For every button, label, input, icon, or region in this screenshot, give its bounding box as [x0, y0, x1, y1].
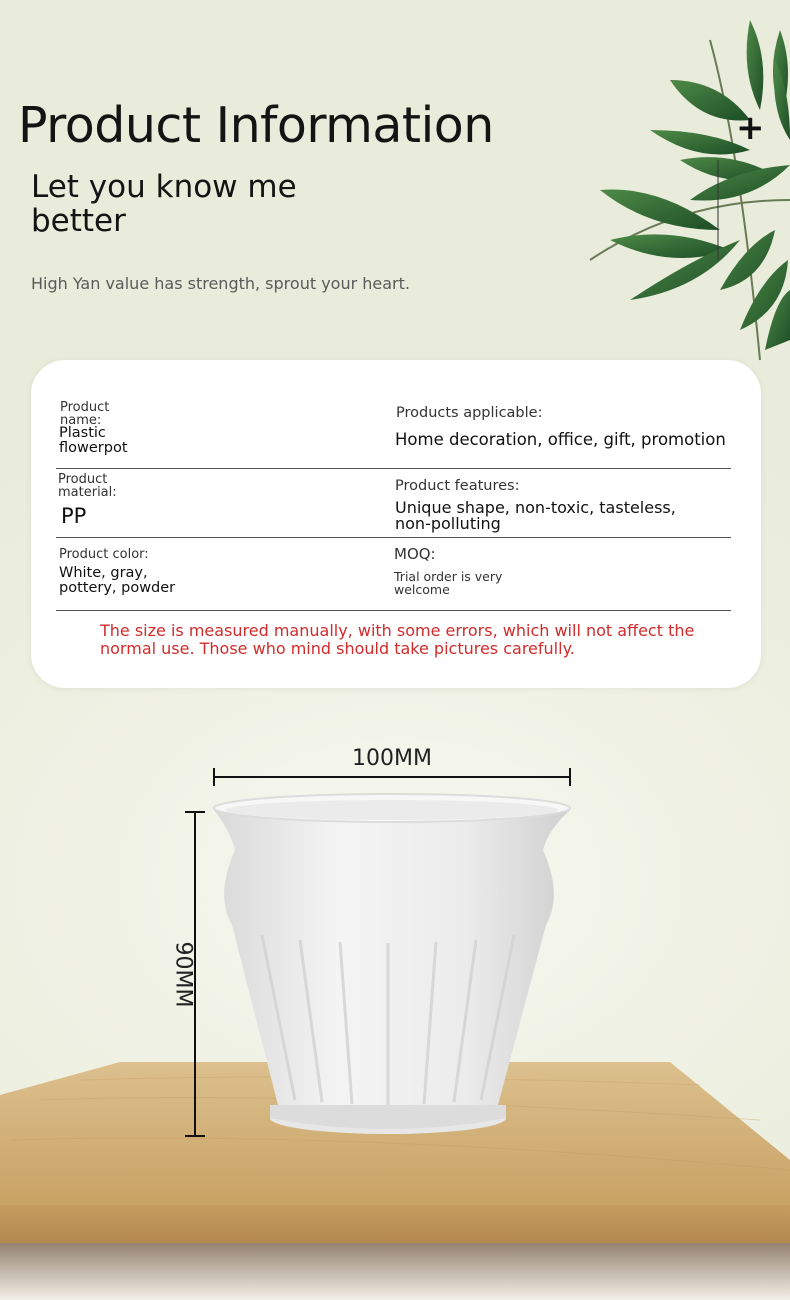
plus-icon: + — [736, 108, 765, 148]
floor-shadow — [0, 1240, 790, 1300]
moq-value: Trial order is very welcome — [394, 569, 503, 597]
width-label: 100MM — [352, 746, 432, 771]
material-value: PP — [61, 504, 87, 528]
features-value: Unique shape, non-toxic, tasteless, non-polluting — [395, 498, 676, 533]
tagline: High Yan value has strength, sprout your heart. — [31, 274, 410, 293]
moq-label: MOQ: — [394, 545, 436, 563]
name-label: Product name: — [60, 400, 110, 428]
applicable-value: Home decoration, office, gift, promotion — [395, 430, 726, 449]
height-label: 90MM — [170, 941, 196, 1008]
features-label: Product features: — [395, 478, 520, 494]
color-label: Product color: — [59, 547, 149, 562]
product-scene — [0, 700, 790, 1300]
divider — [56, 610, 731, 611]
table-edge — [0, 1205, 790, 1243]
page-title: Product Information — [18, 97, 494, 154]
divider — [56, 468, 731, 469]
notice-text: The size is measured manually, with some errors, which will not affect the normal use. Those who mind should take pictures carefully. — [100, 621, 695, 658]
name-value: Plastic flowerpot — [59, 425, 128, 456]
divider — [56, 537, 731, 538]
leaf-branch-icon — [560, 0, 790, 380]
spec-card — [31, 360, 761, 688]
applicable-label: Products applicable: — [396, 405, 543, 421]
color-value: White, gray, pottery, powder — [59, 565, 176, 596]
page-subtitle: Let you know me better — [31, 169, 297, 239]
material-label: Product material: — [58, 472, 117, 500]
